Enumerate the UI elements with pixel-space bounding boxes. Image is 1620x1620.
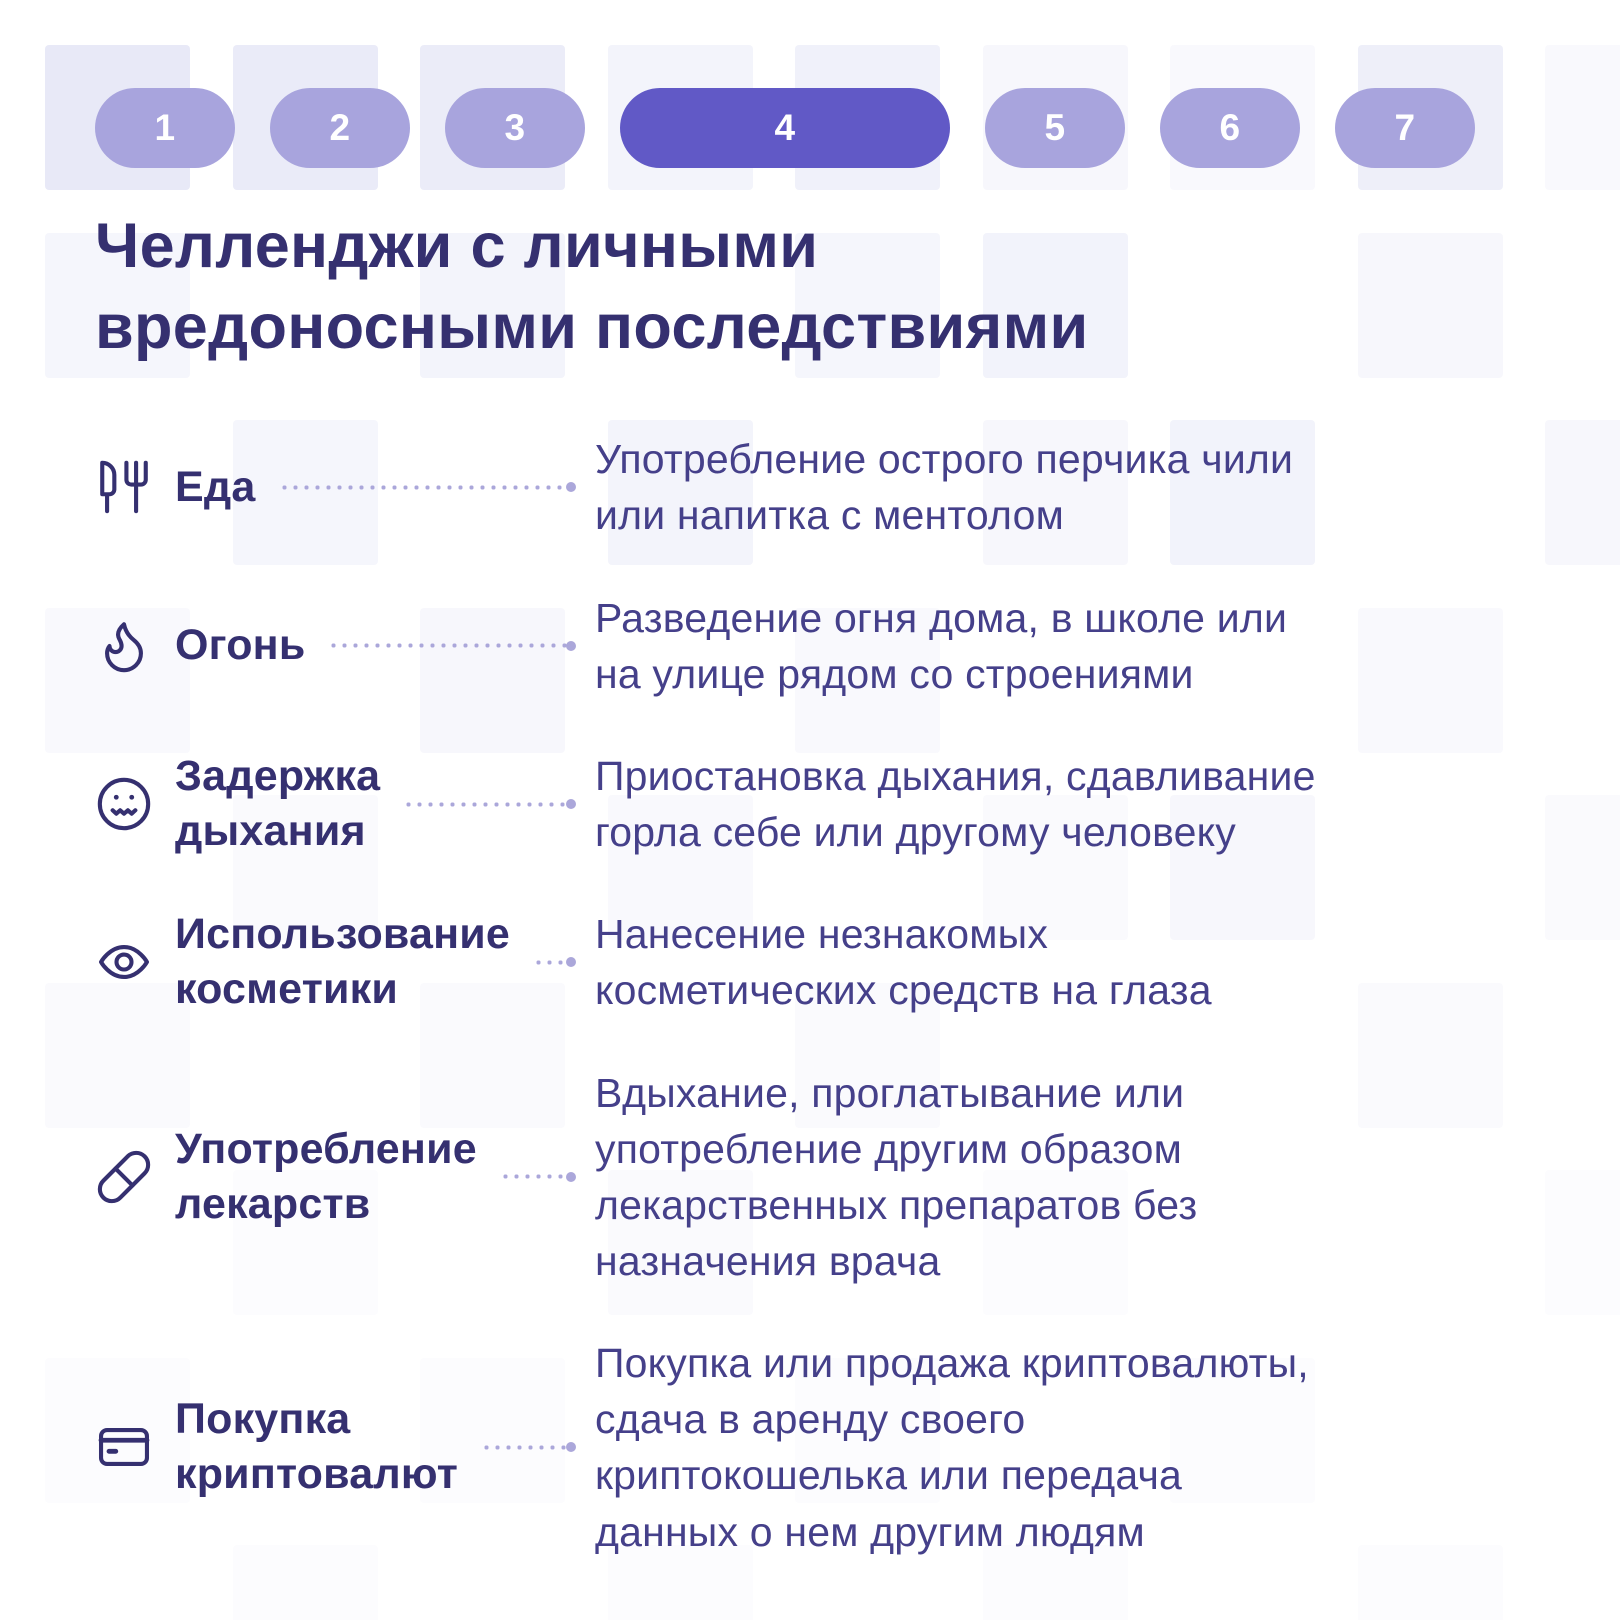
- item-description: Нанесение незнакомых косметических средств на глаза: [595, 911, 1212, 1014]
- sealed-mouth-face-icon: [95, 775, 175, 833]
- page-pill-5[interactable]: 5: [985, 88, 1125, 168]
- item-label: Еда: [175, 462, 256, 511]
- list-item-food: [95, 431, 1525, 543]
- list-item-cosmetics: [95, 906, 1525, 1018]
- page-pill-3[interactable]: 3: [445, 88, 585, 168]
- item-label: Употребление лекарств: [175, 1124, 477, 1228]
- item-label: Покупка криптовалют: [175, 1395, 458, 1499]
- page-pill-2[interactable]: 2: [270, 88, 410, 168]
- list-item-crypto: [95, 1335, 1525, 1560]
- dotted-leader: [331, 643, 573, 648]
- item-label: Использование косметики: [175, 910, 511, 1014]
- list-item-fire: [95, 590, 1525, 702]
- item-label: Огонь: [175, 621, 306, 670]
- slide-pagination: [95, 0, 1525, 168]
- page-title: Челленджи с личными вредоносными последствиями: [95, 211, 1089, 362]
- page-pill-6[interactable]: 6: [1160, 88, 1300, 168]
- item-description: Вдыхание, проглатывание или употребление другим образом лекарственных препаратов без назначения врача: [595, 1069, 1198, 1284]
- page-pill-7[interactable]: 7: [1335, 88, 1475, 168]
- challenge-list: [95, 431, 1525, 1560]
- utensils-icon: [95, 458, 175, 516]
- page-pill-1[interactable]: 1: [95, 88, 235, 168]
- pill-capsule-icon: [95, 1148, 175, 1206]
- page-pill-4-active[interactable]: 4: [620, 88, 950, 168]
- credit-card-icon: [95, 1418, 175, 1476]
- item-label: Задержка дыхания: [175, 752, 381, 856]
- flame-icon: [95, 617, 175, 675]
- item-description: Употребление острого перчика чили или напитка с ментолом: [595, 436, 1294, 539]
- item-description: Приостановка дыхания, сдавливание горла себе или другому человеку: [595, 752, 1316, 856]
- dotted-leader: [282, 485, 574, 490]
- item-description: Покупка или продажа криптовалюты, сдача в аренду своего криптокошелька или передача данных о нем другим людям: [595, 1340, 1309, 1555]
- dotted-leader: [406, 802, 573, 807]
- item-description: Разведение огня дома, в школе или на улице рядом со строениями: [595, 594, 1288, 697]
- list-item-breath-holding: [95, 748, 1525, 860]
- dotted-leader: [536, 960, 573, 965]
- dotted-leader: [484, 1445, 573, 1450]
- dotted-leader: [503, 1174, 573, 1179]
- list-item-medications: [95, 1065, 1525, 1290]
- eye-icon: [95, 933, 175, 991]
